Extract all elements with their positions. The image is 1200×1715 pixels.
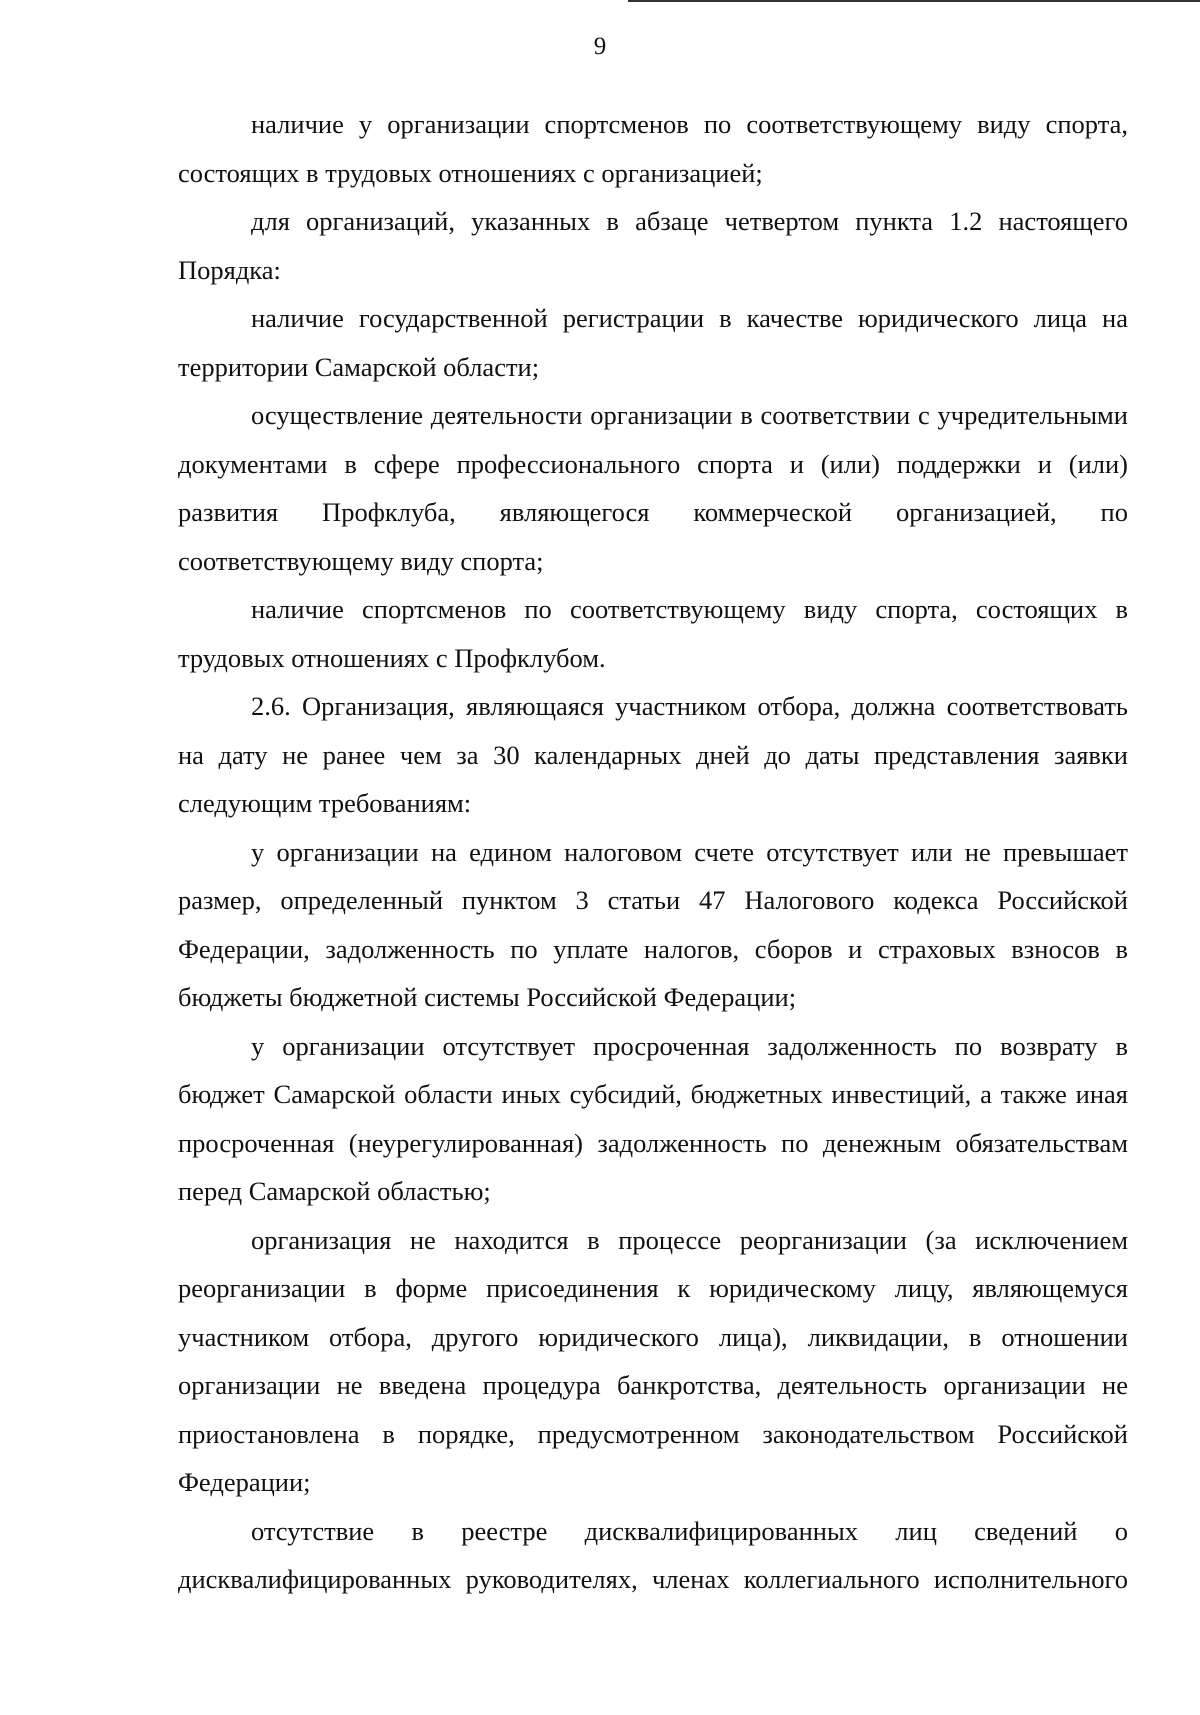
paragraph: у организации на едином налоговом счете отсутствует или не превышает размер, определенный пунктом 3 статьи 47 Налогового кодекса Российской Федерации, задолженность по уплате налогов, сборов и страховых взносов в бюджеты бюджетной системы Российской Федерации; [178,836,1128,1012]
paragraph: для организаций, указанных в абзаце четвертом пункта 1.2 настоящего Порядка: [178,206,1128,285]
paragraph: у организации отсутствует просроченная задолженность по возврату в бюджет Самарской области иных субсидий, бюджетных инвестиций, а также иная просроченная (неурегулированная) задолженность по денежным обязательствам перед Самарской областью; [178,1030,1128,1206]
paragraph: отсутствие в реестре дисквалифицированных лиц сведений о дисквалифицированных руководителях, членах коллегиального исполнительного [178,1515,1128,1594]
paragraph: наличие государственной регистрации в качестве юридического лица на территории Самарской области; [178,303,1128,382]
paragraph: организация не находится в процессе реорганизации (за исключением реорганизации в форме присоединения к юридическому лицу, являющемуся участником отбора, другого юридического лица), ликвидации, в отношении организации не введена процедура банкротства, деятельность организации не приостановлена в порядке, предусмотренном законодательством Российской Федерации; [178,1224,1128,1497]
page-number: 9 [593,33,607,60]
top-rule [628,0,1200,2]
paragraph: 2.6. Организация, являющаяся участником отбора, должна соответствовать на дату не ранее чем за 30 календарных дней до даты представления заявки следующим требованиям: [178,691,1128,818]
paragraph: наличие спортсменов по соответствующему виду спорта, состоящих в трудовых отношениях с Профклубом. [178,594,1128,673]
document-body [178,100,1128,1604]
paragraph: наличие у организации спортсменов по соответствующему виду спорта, состоящих в трудовых отношениях с организацией; [178,109,1128,188]
paragraph: осуществление деятельности организации в соответствии с учредительными документами в сфере профессионального спорта и (или) поддержки и (или) развития Профклуба, являющегося коммерческой организацией, по соответствующему виду спорта; [178,400,1128,576]
